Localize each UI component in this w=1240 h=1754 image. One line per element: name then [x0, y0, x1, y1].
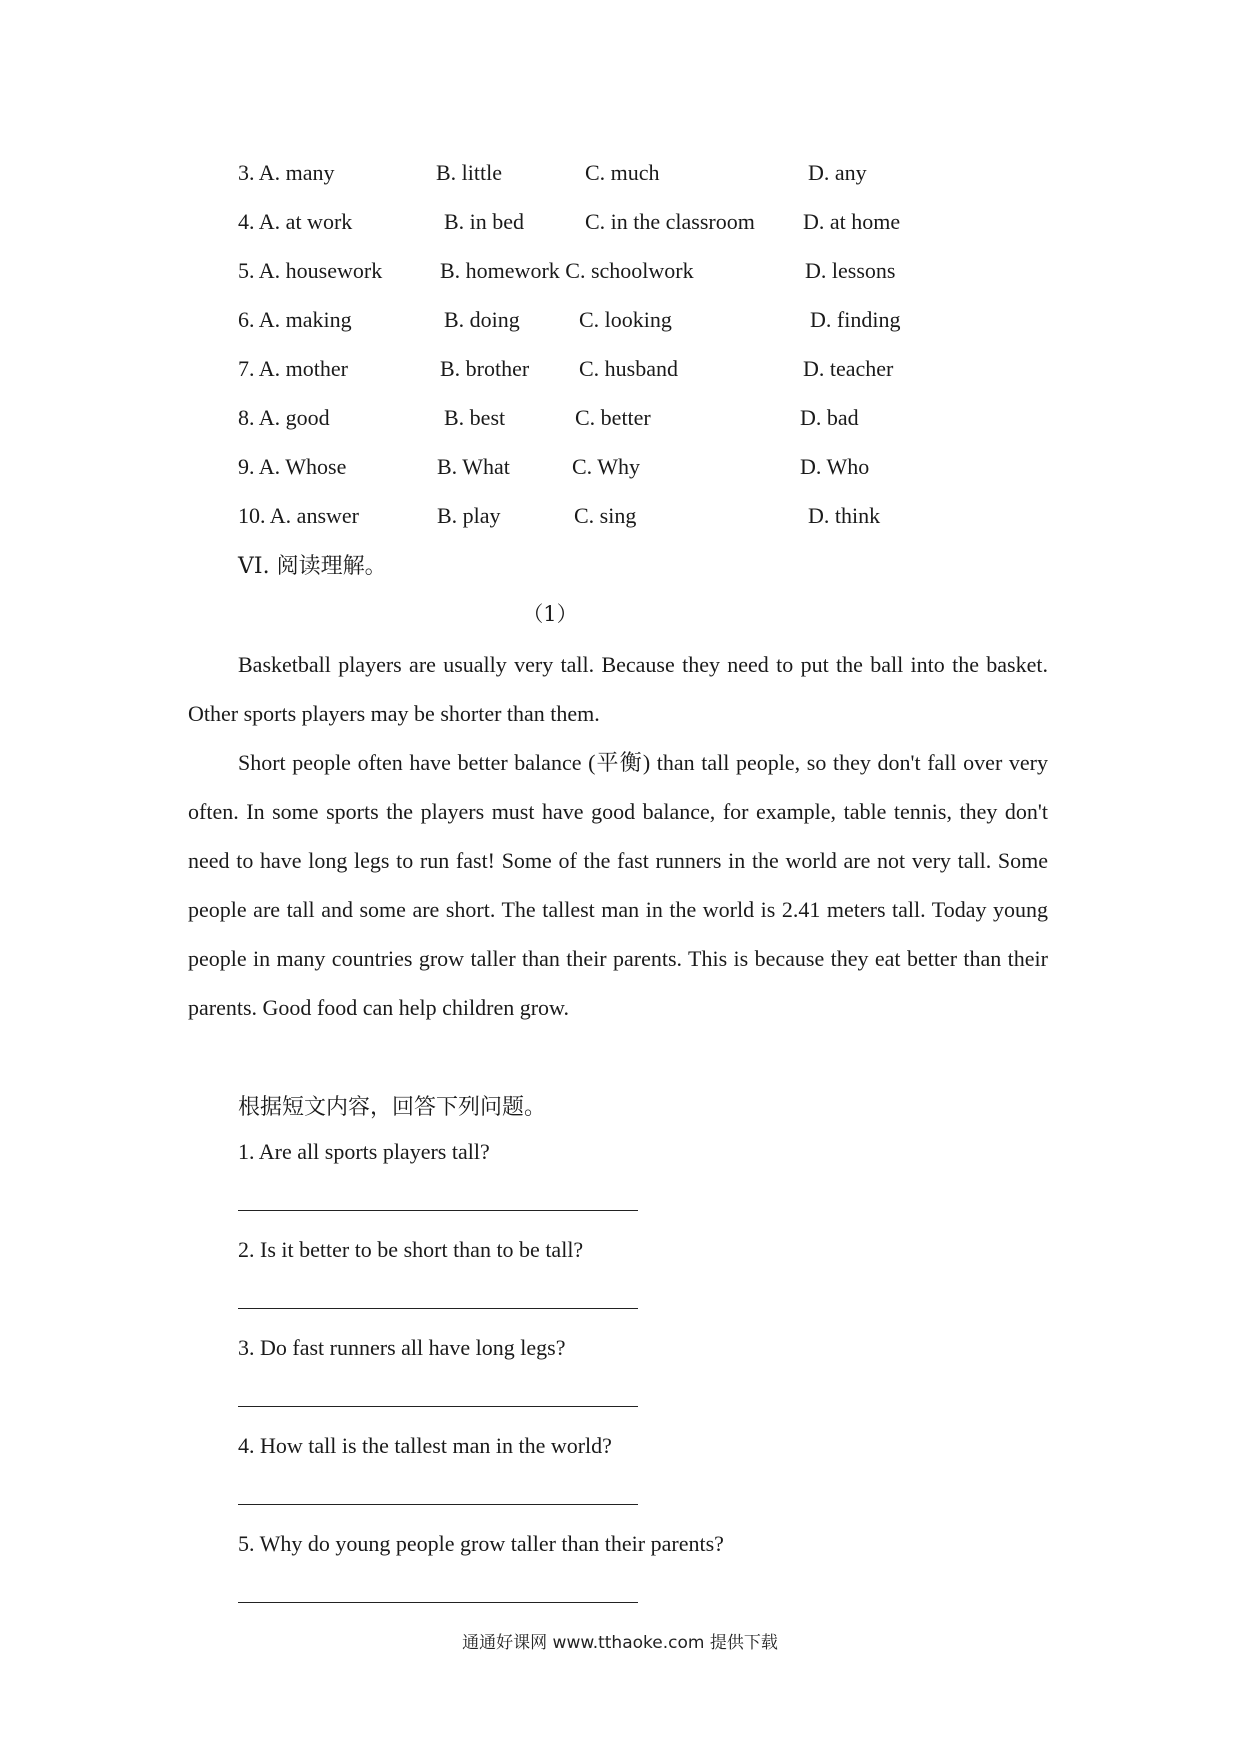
footer-credit: 通通好课网 www.tthaoke.com 提供下载 [462, 1633, 778, 1653]
option-b: B. little [436, 160, 502, 185]
passage-paragraph-2: Short people often have better balance (平衡) than tall people, so they don't fall over very often. In some sports the players must have good balance, for example, table tennis, they don't need to have long legs to run fast! Some of the fast runners in the world are not very tall. Some people are tall and some are short. The tallest man in the world is 2.41 meters tall. Today young people in many countries grow taller than their parents. This is because they eat better than their parents. Good food can help children grow. [188, 750, 1048, 1020]
option-c: C. sing [574, 503, 637, 528]
option-d: D. Who [800, 454, 870, 479]
option-b: B. homework C. schoolwork [440, 258, 694, 283]
option-c: C. Why [572, 454, 641, 479]
option-d: D. lessons [805, 258, 896, 283]
option-a: 8. A. good [238, 405, 330, 430]
question-1: 1. Are all sports players tall? [238, 1139, 490, 1164]
option-c: C. better [575, 405, 651, 430]
answer-line-2[interactable] [238, 1308, 638, 1309]
question-3: 3. Do fast runners all have long legs? [238, 1335, 566, 1360]
option-a: 6. A. making [238, 307, 352, 332]
option-b: B. best [444, 405, 506, 430]
option-a: 10. A. answer [238, 503, 359, 528]
instruction: 根据短文内容，回答下列问题。 [238, 1095, 547, 1120]
answer-line-5[interactable] [238, 1602, 638, 1603]
option-d: D. at home [803, 209, 901, 234]
option-d: D. think [808, 503, 881, 528]
passage-paragraph-1: Basketball players are usually very tall. Because they need to put the ball into the basket. Other sports players may be shorter than them. [188, 652, 1048, 726]
question-5: 5. Why do young people grow taller than their parents? [238, 1531, 724, 1556]
option-a: 9. A. Whose [238, 454, 347, 479]
option-b: B. play [437, 503, 501, 528]
option-a: 4. A. at work [238, 209, 353, 234]
passage-number: （1） [522, 602, 578, 626]
answer-line-4[interactable] [238, 1504, 638, 1505]
option-a: 7. A. mother [238, 356, 348, 381]
option-b: B. doing [444, 307, 520, 332]
answer-line-1[interactable] [238, 1210, 638, 1211]
question-2: 2. Is it better to be short than to be tall? [238, 1237, 584, 1262]
option-a: 5. A. housework [238, 258, 383, 283]
section-title: VI. 阅读理解。 [238, 554, 387, 579]
question-4: 4. How tall is the tallest man in the world? [238, 1433, 612, 1458]
option-c: C. in the classroom [585, 209, 755, 234]
option-d: D. bad [800, 405, 859, 430]
option-b: B. What [437, 454, 510, 479]
option-b: B. in bed [444, 209, 525, 234]
option-c: C. looking [579, 307, 672, 332]
option-c: C. husband [579, 356, 678, 381]
option-d: D. teacher [803, 356, 894, 381]
option-c: C. much [585, 160, 660, 185]
option-d: D. finding [810, 307, 901, 332]
option-d: D. any [808, 160, 867, 185]
option-a: 3. A. many [238, 160, 335, 185]
option-b: B. brother [440, 356, 530, 381]
answer-line-3[interactable] [238, 1406, 638, 1407]
